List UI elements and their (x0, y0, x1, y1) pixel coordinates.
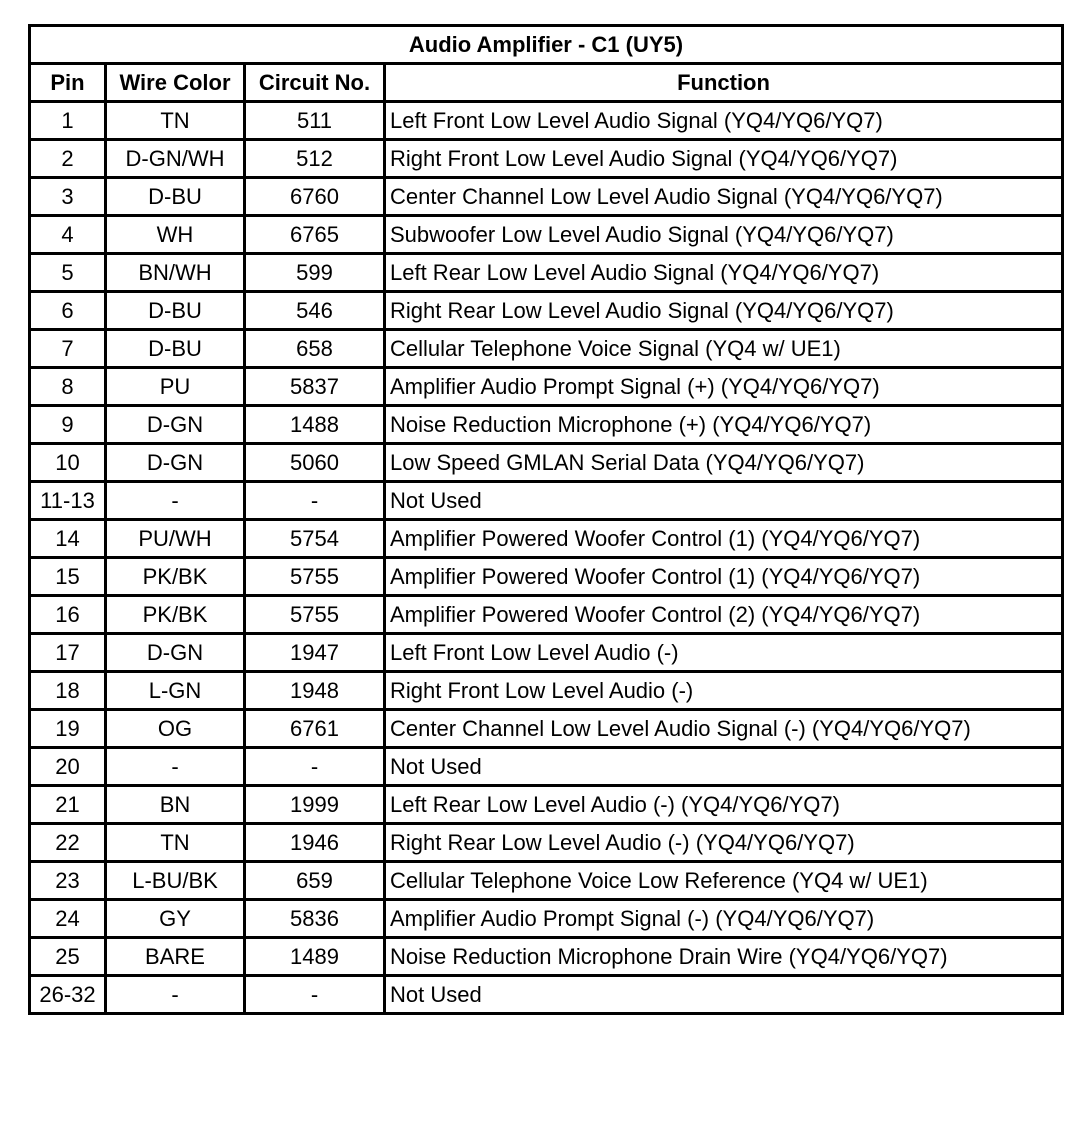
wire-color-cell: TN (106, 824, 245, 862)
wire-color-cell: BARE (106, 938, 245, 976)
table-row (30, 444, 1063, 482)
wire-color-cell: - (106, 748, 245, 786)
function-cell: Not Used (385, 976, 1063, 1014)
pin-cell: 10 (30, 444, 106, 482)
wire-color-cell: D-GN (106, 406, 245, 444)
pin-cell: 20 (30, 748, 106, 786)
pin-cell: 22 (30, 824, 106, 862)
wire-color-cell: L-GN (106, 672, 245, 710)
pin-cell: 3 (30, 178, 106, 216)
wire-color-cell: D-GN (106, 444, 245, 482)
table-row (30, 824, 1063, 862)
circuit-no-cell: - (245, 748, 385, 786)
circuit-no-cell: 6760 (245, 178, 385, 216)
function-cell: Left Front Low Level Audio Signal (YQ4/YQ6/YQ7) (385, 102, 1063, 140)
wire-color-cell: D-GN/WH (106, 140, 245, 178)
pinout-table (28, 24, 1064, 1015)
function-cell: Low Speed GMLAN Serial Data (YQ4/YQ6/YQ7) (385, 444, 1063, 482)
pin-cell: 18 (30, 672, 106, 710)
wire-color-cell: PK/BK (106, 596, 245, 634)
table-row (30, 140, 1063, 178)
table-row (30, 292, 1063, 330)
circuit-no-cell: 5060 (245, 444, 385, 482)
pin-cell: 8 (30, 368, 106, 406)
table-head (30, 26, 1063, 102)
table-row (30, 406, 1063, 444)
circuit-no-cell: 1489 (245, 938, 385, 976)
pin-cell: 21 (30, 786, 106, 824)
pin-cell: 26-32 (30, 976, 106, 1014)
header-row (30, 64, 1063, 102)
table-row (30, 254, 1063, 292)
table-row (30, 102, 1063, 140)
function-cell: Noise Reduction Microphone (+) (YQ4/YQ6/YQ7) (385, 406, 1063, 444)
wire-color-cell: D-GN (106, 634, 245, 672)
function-cell: Left Rear Low Level Audio (-) (YQ4/YQ6/YQ7) (385, 786, 1063, 824)
wire-color-cell: GY (106, 900, 245, 938)
table-body (30, 102, 1063, 1014)
pin-cell: 6 (30, 292, 106, 330)
pin-cell: 25 (30, 938, 106, 976)
pin-cell: 23 (30, 862, 106, 900)
function-cell: Center Channel Low Level Audio Signal (-) (YQ4/YQ6/YQ7) (385, 710, 1063, 748)
circuit-no-cell: 512 (245, 140, 385, 178)
pin-cell: 19 (30, 710, 106, 748)
function-cell: Amplifier Powered Woofer Control (2) (YQ4/YQ6/YQ7) (385, 596, 1063, 634)
function-cell: Amplifier Audio Prompt Signal (+) (YQ4/YQ6/YQ7) (385, 368, 1063, 406)
header-function: Function (385, 64, 1063, 102)
function-cell: Amplifier Audio Prompt Signal (-) (YQ4/YQ6/YQ7) (385, 900, 1063, 938)
circuit-no-cell: 546 (245, 292, 385, 330)
wire-color-cell: - (106, 482, 245, 520)
pin-cell: 1 (30, 102, 106, 140)
table-title: Audio Amplifier - C1 (UY5) (30, 26, 1063, 64)
circuit-no-cell: - (245, 482, 385, 520)
circuit-no-cell: 5837 (245, 368, 385, 406)
table-row (30, 482, 1063, 520)
circuit-no-cell: 1946 (245, 824, 385, 862)
table-row (30, 596, 1063, 634)
wire-color-cell: L-BU/BK (106, 862, 245, 900)
function-cell: Subwoofer Low Level Audio Signal (YQ4/YQ6/YQ7) (385, 216, 1063, 254)
function-cell: Amplifier Powered Woofer Control (1) (YQ4/YQ6/YQ7) (385, 520, 1063, 558)
circuit-no-cell: 5755 (245, 596, 385, 634)
wire-color-cell: PU/WH (106, 520, 245, 558)
pin-cell: 16 (30, 596, 106, 634)
table-row (30, 748, 1063, 786)
function-cell: Cellular Telephone Voice Signal (YQ4 w/ UE1) (385, 330, 1063, 368)
pin-cell: 14 (30, 520, 106, 558)
circuit-no-cell: 658 (245, 330, 385, 368)
table-row (30, 634, 1063, 672)
table-row (30, 520, 1063, 558)
table-row (30, 368, 1063, 406)
circuit-no-cell: 1948 (245, 672, 385, 710)
wire-color-cell: D-BU (106, 292, 245, 330)
function-cell: Center Channel Low Level Audio Signal (YQ4/YQ6/YQ7) (385, 178, 1063, 216)
table-row (30, 976, 1063, 1014)
function-cell: Not Used (385, 482, 1063, 520)
function-cell: Right Front Low Level Audio Signal (YQ4/YQ6/YQ7) (385, 140, 1063, 178)
function-cell: Noise Reduction Microphone Drain Wire (YQ4/YQ6/YQ7) (385, 938, 1063, 976)
table-row (30, 178, 1063, 216)
wire-color-cell: WH (106, 216, 245, 254)
function-cell: Amplifier Powered Woofer Control (1) (YQ4/YQ6/YQ7) (385, 558, 1063, 596)
table-row (30, 786, 1063, 824)
wire-color-cell: PK/BK (106, 558, 245, 596)
wire-color-cell: D-BU (106, 330, 245, 368)
circuit-no-cell: 6765 (245, 216, 385, 254)
circuit-no-cell: - (245, 976, 385, 1014)
circuit-no-cell: 5754 (245, 520, 385, 558)
circuit-no-cell: 1947 (245, 634, 385, 672)
wire-color-cell: PU (106, 368, 245, 406)
function-cell: Cellular Telephone Voice Low Reference (YQ4 w/ UE1) (385, 862, 1063, 900)
table-row (30, 938, 1063, 976)
function-cell: Not Used (385, 748, 1063, 786)
function-cell: Right Front Low Level Audio (-) (385, 672, 1063, 710)
pin-cell: 24 (30, 900, 106, 938)
wire-color-cell: BN (106, 786, 245, 824)
circuit-no-cell: 659 (245, 862, 385, 900)
wire-color-cell: BN/WH (106, 254, 245, 292)
circuit-no-cell: 1488 (245, 406, 385, 444)
circuit-no-cell: 5755 (245, 558, 385, 596)
pin-cell: 9 (30, 406, 106, 444)
function-cell: Right Rear Low Level Audio Signal (YQ4/YQ6/YQ7) (385, 292, 1063, 330)
function-cell: Right Rear Low Level Audio (-) (YQ4/YQ6/YQ7) (385, 824, 1063, 862)
pin-cell: 17 (30, 634, 106, 672)
table-row (30, 710, 1063, 748)
table-row (30, 900, 1063, 938)
wire-color-cell: OG (106, 710, 245, 748)
pin-cell: 4 (30, 216, 106, 254)
header-wire-color: Wire Color (106, 64, 245, 102)
title-row (30, 26, 1063, 64)
function-cell: Left Front Low Level Audio (-) (385, 634, 1063, 672)
table-row (30, 216, 1063, 254)
circuit-no-cell: 1999 (245, 786, 385, 824)
pin-cell: 2 (30, 140, 106, 178)
pin-cell: 5 (30, 254, 106, 292)
pin-cell: 15 (30, 558, 106, 596)
table-row (30, 862, 1063, 900)
wire-color-cell: TN (106, 102, 245, 140)
circuit-no-cell: 599 (245, 254, 385, 292)
table-row (30, 672, 1063, 710)
header-circuit-no: Circuit No. (245, 64, 385, 102)
circuit-no-cell: 5836 (245, 900, 385, 938)
table-row (30, 558, 1063, 596)
circuit-no-cell: 511 (245, 102, 385, 140)
header-pin: Pin (30, 64, 106, 102)
circuit-no-cell: 6761 (245, 710, 385, 748)
table-row (30, 330, 1063, 368)
function-cell: Left Rear Low Level Audio Signal (YQ4/YQ6/YQ7) (385, 254, 1063, 292)
wire-color-cell: D-BU (106, 178, 245, 216)
pin-cell: 11-13 (30, 482, 106, 520)
wire-color-cell: - (106, 976, 245, 1014)
pin-cell: 7 (30, 330, 106, 368)
